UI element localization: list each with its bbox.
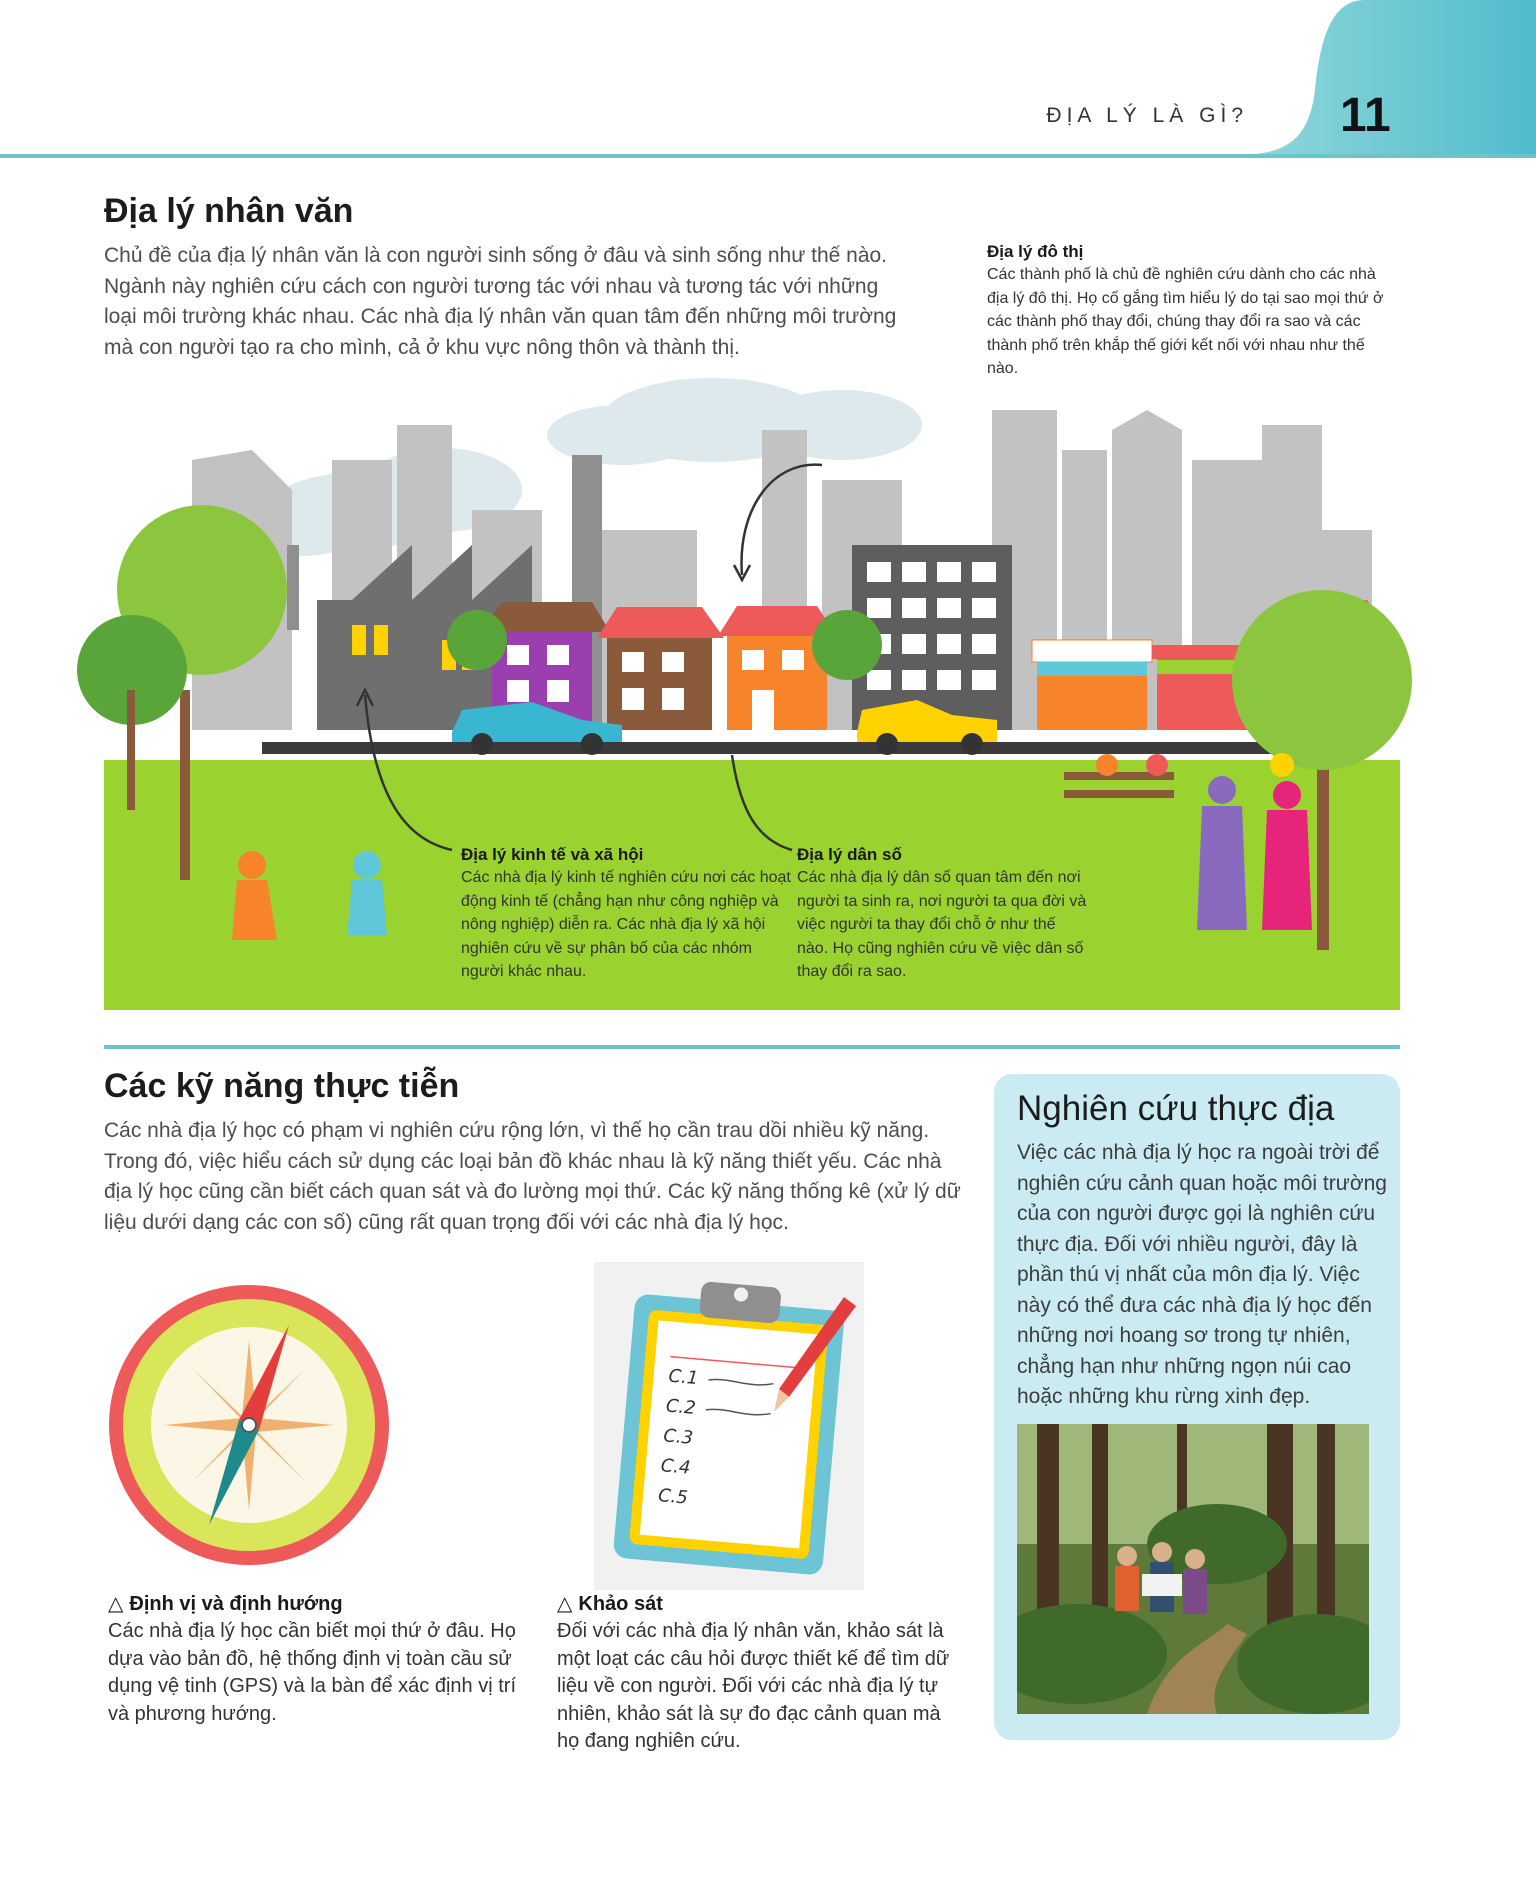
caption-urban-geography <box>987 240 1387 381</box>
survey-question: C.4 <box>659 1455 692 1479</box>
caption-text: Các nhà địa lý kinh tế nghiên cứu nơi các hoạt động kinh tế (chẳng hạn như công nghiệp và nông nghiệp) diễn ra. Các nhà địa lý xã hội nghiên cứu về sự phân bố của các nhóm người khác nhau. <box>461 869 791 980</box>
caption-title: Địa lý kinh tế và xã hội <box>461 845 644 864</box>
caption-population-geography <box>797 843 1087 984</box>
section-intro-practical-skills: Các nhà địa lý học có phạm vi nghiên cứu rộng lớn, vì thế họ cần trau dồi nhiều kỹ năng. Trong đó, việc hiểu cách sử dụng các loại bản đồ khác nhau là kỹ năng thiết yếu. Các nhà địa lý học cũng cần biết cách quan sát và đo lường mọi thứ. Các kỹ năng thống kê (xử lý dữ liệu dưới dạng các con số) cũng rất quan trọng đối với các nhà địa lý học. <box>104 1119 961 1234</box>
section-heading-human-geography: Địa lý nhân văn <box>104 192 354 230</box>
road <box>262 742 1362 754</box>
hikers <box>1115 1542 1207 1614</box>
caption-text: Các nhà địa lý học cần biết mọi thứ ở đâu. Họ dựa vào bản đồ, hệ thống định vị toàn cầu sử dụng vệ tinh (GPS) và la bàn để xác định vị trí và phương hướng. <box>108 1620 516 1725</box>
caption-text: Các thành phố là chủ đề nghiên cứu dành cho các nhà địa lý đô thị. Họ cố gắng tìm hiểu lý do tại sao mọi thứ ở các thành phố thay đổi, chúng thay đổi ra sao và các thành phố trên khắp thế giới kết nối với nhau như thế nào. <box>987 266 1384 377</box>
caption-survey <box>557 1590 957 1756</box>
house-brown <box>597 607 724 740</box>
survey-question: C.3 <box>662 1425 694 1449</box>
fieldwork-heading: Nghiên cứu thực địa <box>1017 1089 1335 1128</box>
caption-title: Định vị và định hướng <box>129 1593 343 1615</box>
survey-question: C.2 <box>665 1395 697 1419</box>
chapter-title: ĐỊA LÝ LÀ GÌ? <box>1046 104 1248 127</box>
triangle-marker-icon: △ <box>557 1593 573 1615</box>
header-tab-decoration <box>1255 0 1536 154</box>
caption-text: Các nhà địa lý dân số quan tâm đến nơi người ta sinh ra, nơi người ta qua đời và việc người ta thay đổi chỗ ở như thế nào. Họ cũng nghiên cứu về việc dân số thay đổi ra sao. <box>797 869 1087 980</box>
clipboard-icon <box>594 1262 864 1590</box>
caption-title: Khảo sát <box>578 1593 663 1615</box>
forest-photo <box>1017 1424 1369 1714</box>
page-number: 11 <box>1340 89 1391 142</box>
caption-title: Địa lý dân số <box>797 845 902 864</box>
section-heading-practical-skills: Các kỹ năng thực tiễn <box>104 1067 460 1105</box>
fieldwork-text: Việc các nhà địa lý học ra ngoài trời để nghiên cứu cảnh quan hoặc môi trường của con người được gọi là nghiên cứu thực địa. Đối với nhiều người, đây là phần thú vị nhất của môn địa lý. Việc này có thể đưa các nhà địa lý học đến những nơi hoang sơ trong tự nhiên, chẳng hạn như những ngọn núi cao hoặc những khu rừng xinh đẹp. <box>1017 1141 1387 1408</box>
section-divider <box>104 1045 1400 1049</box>
survey-question: C.1 <box>667 1365 700 1390</box>
survey-question: C.5 <box>657 1485 689 1509</box>
caption-text: Đối với các nhà địa lý nhân văn, khảo sát là một loạt các câu hỏi được thiết kế để tìm dữ liệu về con người. Đối với các nhà địa lý tự nhiên, khảo sát là sự đo đạc cảnh quan mà họ đang nghiên cứu. <box>557 1620 950 1752</box>
caption-title: Địa lý đô thị <box>987 242 1084 261</box>
caption-orientation <box>108 1590 528 1728</box>
triangle-marker-icon: △ <box>108 1593 124 1615</box>
caption-economic-social-geography <box>461 843 791 984</box>
section-intro-human-geography: Chủ đề của địa lý nhân văn là con người sinh sống ở đâu và sinh sống như thế nào. Ngành này nghiên cứu cách con người tương tác với nhau và tương tác với những loại môi trường khác nhau. Các nhà địa lý nhân văn quan tâm đến những môi trường mà con người tạo ra cho mình, cả ở khu vực nông thôn và thành thị. <box>104 244 897 359</box>
compass-icon <box>104 1280 394 1570</box>
header-rule <box>0 154 1536 158</box>
